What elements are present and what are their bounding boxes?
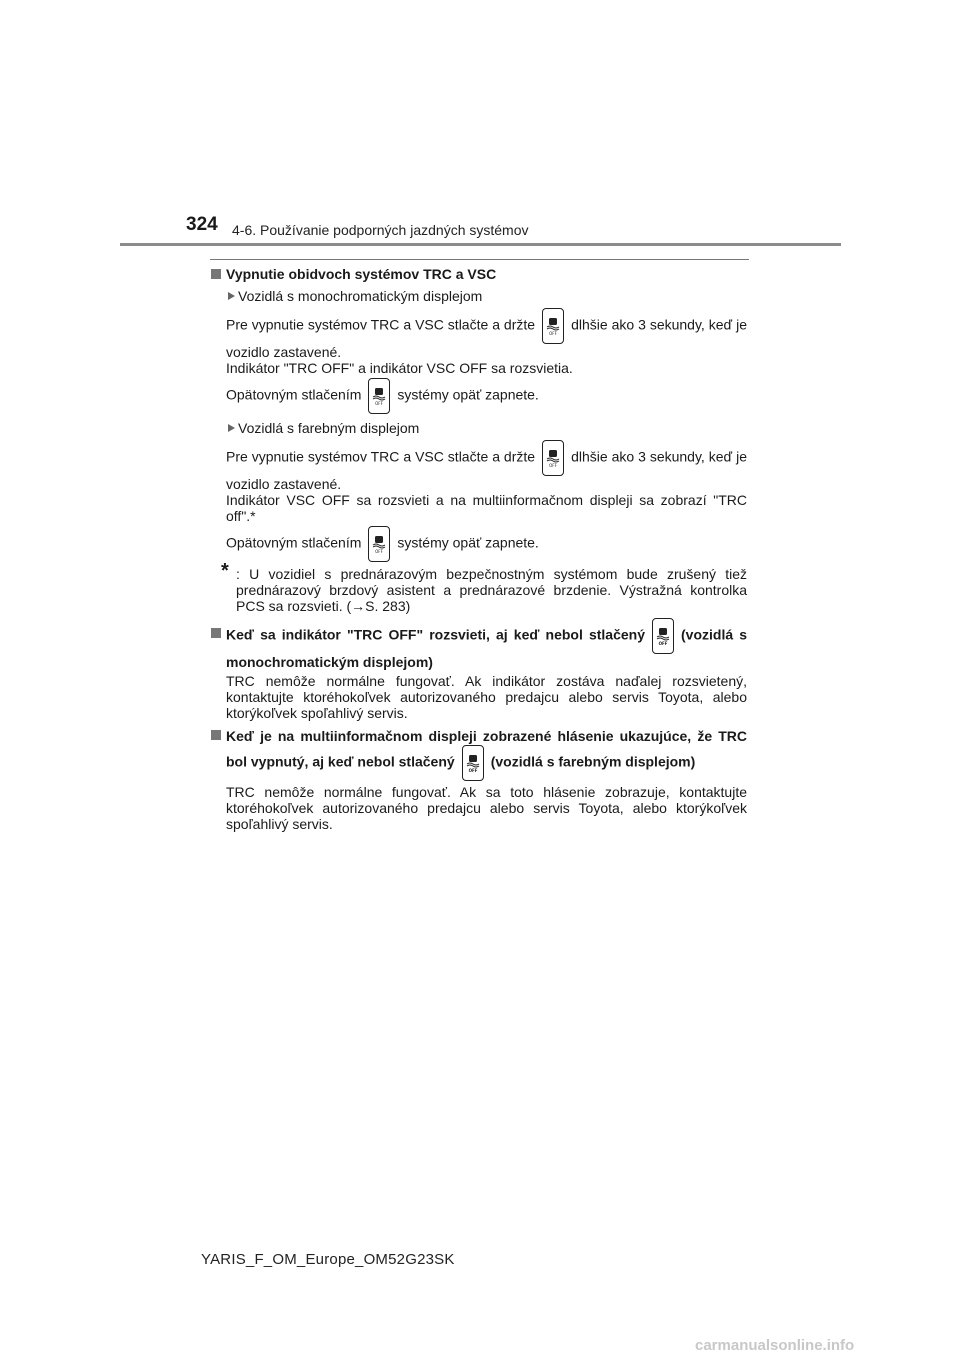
page-content bbox=[210, 266, 747, 832]
svg-text:OFF: OFF bbox=[468, 768, 478, 773]
text: Pre vypnutie systémov TRC a VSC stlačte a držte bbox=[226, 316, 536, 333]
vsc-off-button-icon bbox=[652, 618, 674, 654]
section-rule bbox=[210, 259, 749, 260]
subsection-mono-display bbox=[226, 288, 747, 304]
subsection-color-display bbox=[226, 420, 747, 436]
paragraph bbox=[226, 378, 747, 414]
svg-text:OFF: OFF bbox=[658, 641, 668, 646]
footnote-mark: * bbox=[221, 560, 229, 582]
vsc-off-button-icon bbox=[462, 745, 484, 781]
square-bullet-icon bbox=[211, 628, 221, 638]
text: dlhšie ako 3 sekundy, keď je vozidlo zastavené. bbox=[226, 316, 747, 360]
subsection-heading: Vozidlá s monochromatickým displejom bbox=[238, 288, 483, 304]
svg-text:OFF: OFF bbox=[549, 331, 557, 336]
triangle-bullet-icon bbox=[228, 424, 235, 432]
square-bullet-icon bbox=[211, 269, 221, 279]
section-title bbox=[226, 618, 747, 670]
paragraph bbox=[226, 308, 747, 376]
text: (vozidlá s farebným displejom) bbox=[490, 753, 696, 770]
paragraph: TRC nemôže normálne fungovať. Ak sa toto hlásenie zobrazuje, kontaktujte ktoréhokoľvek autorizovaného predajcu alebo servis Toyota, alebo ktorýkoľvek spoľahlivý servis. bbox=[226, 784, 747, 832]
svg-text:OFF: OFF bbox=[375, 401, 384, 406]
svg-text:OFF: OFF bbox=[549, 463, 557, 468]
section-title: Vypnutie obidvoch systémov TRC a VSC bbox=[226, 266, 497, 282]
svg-text:OFF: OFF bbox=[375, 549, 384, 554]
text: systémy opäť zapnete. bbox=[397, 534, 539, 551]
paragraph bbox=[226, 440, 747, 524]
chapter-title: 4-6. Používanie podporných jazdných systémov bbox=[232, 222, 529, 238]
text: systémy opäť zapnete. bbox=[397, 386, 539, 403]
paragraph: TRC nemôže normálne fungovať. Ak indikátor zostáva naďalej rozsvietený, kontaktujte ktoréhokoľvek autorizovaného predajcu alebo servis Toyota, alebo ktorýkoľvek spoľahlivý servis. bbox=[226, 673, 747, 721]
section-trc-off-mono bbox=[210, 618, 747, 721]
text: Keď sa indikátor "TRC OFF" rozsvieti, aj keď nebol stlačený bbox=[226, 626, 645, 643]
vsc-off-button-icon bbox=[542, 308, 564, 344]
page-number: 324 bbox=[186, 214, 218, 235]
header-rule bbox=[120, 243, 841, 246]
section-trc-off-color bbox=[210, 727, 747, 832]
document-id: YARIS_F_OM_Europe_OM52G23SK bbox=[201, 1251, 455, 1268]
footnote-text: : U vozidiel s prednárazovým bezpečnostným systémom bude zrušený tiež prednárazový brzdový asistent a prednárazové brzdenie. Výstražná kontrolka PCS sa rozsvieti. (→S. 283) bbox=[236, 566, 747, 614]
text: Indikátor "TRC OFF" a indikátor VSC OFF sa rozsvietia. bbox=[226, 360, 573, 376]
text: Keď je na multiinformačnom displeji zobrazené hlásenie ukazujúce, že TRC bol vypnutý, aj keď nebol stlačený bbox=[226, 728, 747, 770]
section-title bbox=[226, 727, 747, 781]
triangle-bullet-icon bbox=[228, 292, 235, 300]
paragraph bbox=[226, 526, 747, 562]
section-disable-trc-vsc bbox=[210, 266, 747, 562]
text: Opätovným stlačením bbox=[226, 386, 362, 403]
vsc-off-button-icon bbox=[542, 440, 564, 476]
footnote bbox=[210, 560, 747, 614]
vsc-off-button-icon bbox=[368, 378, 390, 414]
text: Opätovným stlačením bbox=[226, 534, 362, 551]
square-bullet-icon bbox=[211, 730, 221, 740]
text: Pre vypnutie systémov TRC a VSC stlačte a držte bbox=[226, 448, 536, 465]
text: (vozidlá s monochromatickým displejom) bbox=[226, 626, 748, 670]
vsc-off-button-icon bbox=[368, 526, 390, 562]
text: Indikátor VSC OFF sa rozsvieti a na multiinformačnom displeji sa zobrazí "TRC off".* bbox=[226, 492, 747, 524]
text: dlhšie ako 3 sekundy, keď je vozidlo zastavené. bbox=[226, 448, 747, 492]
subsection-heading: Vozidlá s farebným displejom bbox=[238, 420, 420, 436]
watermark: carmanualsonline.info bbox=[695, 1337, 855, 1354]
